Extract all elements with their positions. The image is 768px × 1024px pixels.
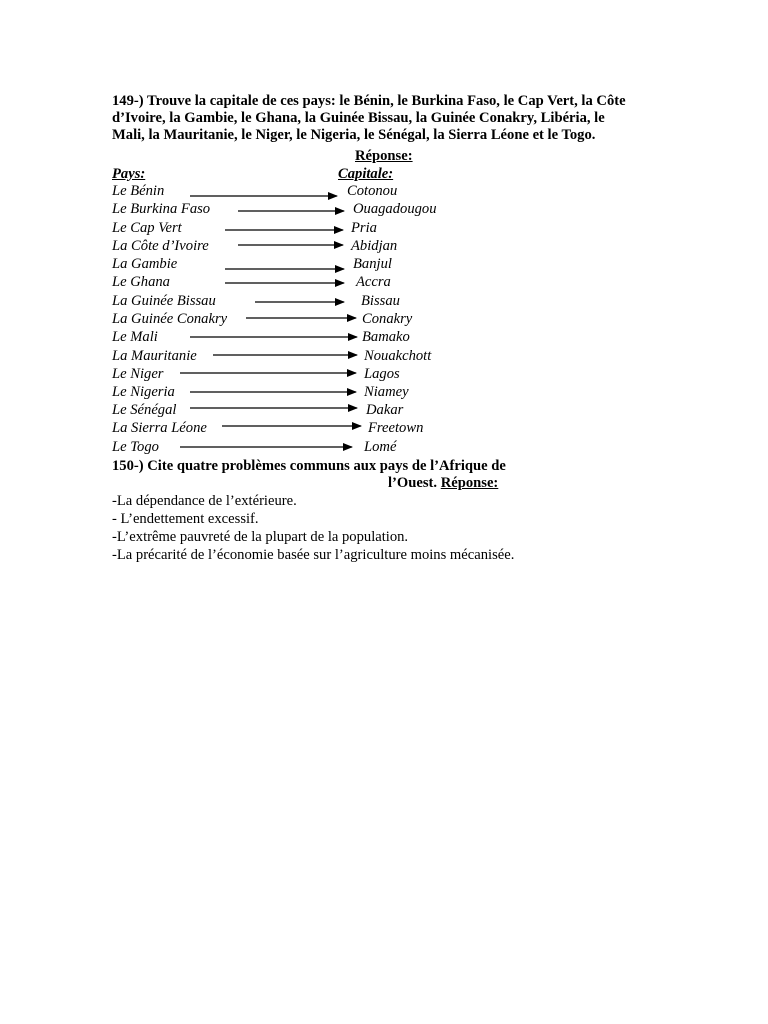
capital-name: Banjul	[353, 256, 392, 272]
country-name: La Sierra Léone	[112, 420, 207, 436]
country-name: Le Burkina Faso	[112, 201, 211, 217]
column-header-country: Pays:	[112, 166, 146, 182]
country-name: Le Togo	[112, 439, 159, 455]
country-name: La Guinée Conakry	[112, 311, 228, 327]
question-150-title-line-1: 150-) Cite quatre problèmes communs aux pays de l’Afrique de	[112, 458, 506, 474]
country-name: La Mauritanie	[112, 348, 197, 364]
capital-name: Dakar	[366, 402, 404, 418]
answer-heading-149: Réponse:	[355, 148, 413, 164]
capital-name: Abidjan	[351, 238, 398, 254]
capital-name: Pria	[351, 220, 377, 236]
answer-item: -La dépendance de l’extérieure.	[112, 493, 297, 509]
country-name: Le Bénin	[112, 183, 165, 199]
answer-heading-150: Réponse:	[440, 475, 499, 491]
answer-item: - L’endettement excessif.	[112, 511, 259, 527]
country-name: La Guinée Bissau	[112, 293, 216, 309]
country-name: La Gambie	[112, 256, 178, 272]
answer-item: -La précarité de l’économie basée sur l’agriculture moins mécanisée.	[112, 547, 515, 563]
country-name: Le Mali	[112, 329, 158, 345]
capital-name: Ouagadougou	[353, 201, 437, 217]
country-name: Le Cap Vert	[112, 220, 182, 236]
question-150-title-end: l’Ouest.	[388, 475, 438, 491]
country-name: Le Sénégal	[112, 402, 177, 418]
question-149-title-line-3: Mali, la Mauritanie, le Niger, le Nigeria, le Sénégal, la Sierra Léone et le Togo.	[112, 127, 596, 143]
capital-name: Lomé	[364, 439, 397, 455]
capital-name: Bissau	[361, 293, 400, 309]
capital-name: Freetown	[368, 420, 424, 436]
capital-name: Conakry	[362, 311, 413, 327]
capital-name: Cotonou	[347, 183, 398, 199]
question-149-title-line-1: 149-) Trouve la capitale de ces pays: le Bénin, le Burkina Faso, le Cap Vert, la Côte	[112, 93, 626, 109]
country-name: La Côte d’Ivoire	[112, 238, 209, 254]
capital-name: Accra	[356, 274, 391, 290]
country-name: Le Nigeria	[112, 384, 175, 400]
question-150-title-line-2	[388, 475, 498, 492]
capital-name: Lagos	[364, 366, 400, 382]
country-name: Le Niger	[112, 366, 164, 382]
question-149-title-line-2: d’Ivoire, la Gambie, le Ghana, la Guinée Bissau, la Guinée Conakry, Libéria, le	[112, 110, 605, 126]
capital-name: Bamako	[362, 329, 410, 345]
country-name: Le Ghana	[112, 274, 170, 290]
answer-item: -L’extrême pauvreté de la plupart de la population.	[112, 529, 409, 545]
column-header-capital: Capitale:	[338, 166, 394, 182]
capital-name: Nouakchott	[364, 348, 432, 364]
capital-name: Niamey	[364, 384, 409, 400]
